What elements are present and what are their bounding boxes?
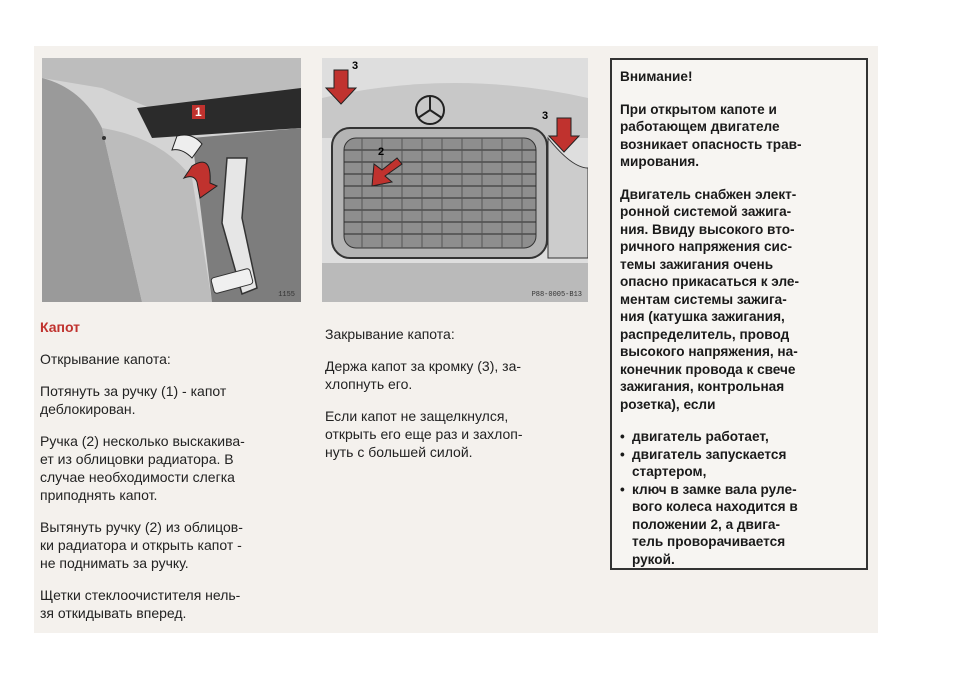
section-title: Капот [40,319,81,335]
marker-3-left: 3 [352,60,359,72]
hood-release-illustration [42,58,301,302]
grille-drawing [322,58,588,302]
marker-3-right: 3 [542,110,549,122]
warning-title: Внимание! [620,69,693,84]
marker-2: 2 [378,146,385,158]
closing-instructions [325,325,590,475]
hood-closing-illustration [322,58,588,302]
warning-list [620,428,858,568]
opening-paragraph: Потянуть за ручку (1) - капот деблокирован. [40,383,227,417]
opening-instructions [40,350,310,636]
opening-paragraph: Щетки стеклоочистителя нель- зя откидывать вперед. [40,587,241,621]
hood-release-drawing [42,58,301,302]
opening-paragraph: Ручка (2) несколько выскакива- ет из облицовки радиатора. В случае необходимости слегка приподнять капот. [40,433,245,503]
closing-paragraph: Если капот не защелкнулся, открыть его еще раз и захлоп- нуть с большей силой. [325,408,523,460]
warning-paragraph: При открытом капоте и работающем двигателе возникает опасность трав- мирования. [620,101,802,169]
warning-bullet: • двигатель работает, [620,428,858,446]
warning-bullet: • двигатель запускается стартером, [620,446,858,481]
warning-bullet: • ключ в замке вала руле- вого колеса находится в положении 2, а двига- тель проворачивается рукой. [620,481,858,569]
warning-paragraph: Двигатель снабжен элект- ронной системой зажига- ния. Ввиду высокого вто- ричного напряжения сис- темы зажигания очень опасно прикасаться к эле- ментам системы зажига- ния (катушка зажигания, распределитель, провод высокого напряжения, на- конечник провода к свече зажигания, контрольная розетка), если [620,186,800,412]
opening-paragraph: Вытянуть ручку (2) из облицов- ки радиатора и открыть капот - не поднимать за ручку. [40,519,243,571]
closing-paragraph: Держа капот за кромку (3), за- хлопнуть его. [325,358,522,392]
figure-code-left: 1155 [278,291,295,299]
warning-box [610,58,868,570]
opening-paragraph: Открывание капота: [40,351,171,367]
figure-code-right: P88-0005-B13 [531,291,582,299]
closing-paragraph: Закрывание капота: [325,326,455,342]
marker-1: 1 [192,105,205,119]
